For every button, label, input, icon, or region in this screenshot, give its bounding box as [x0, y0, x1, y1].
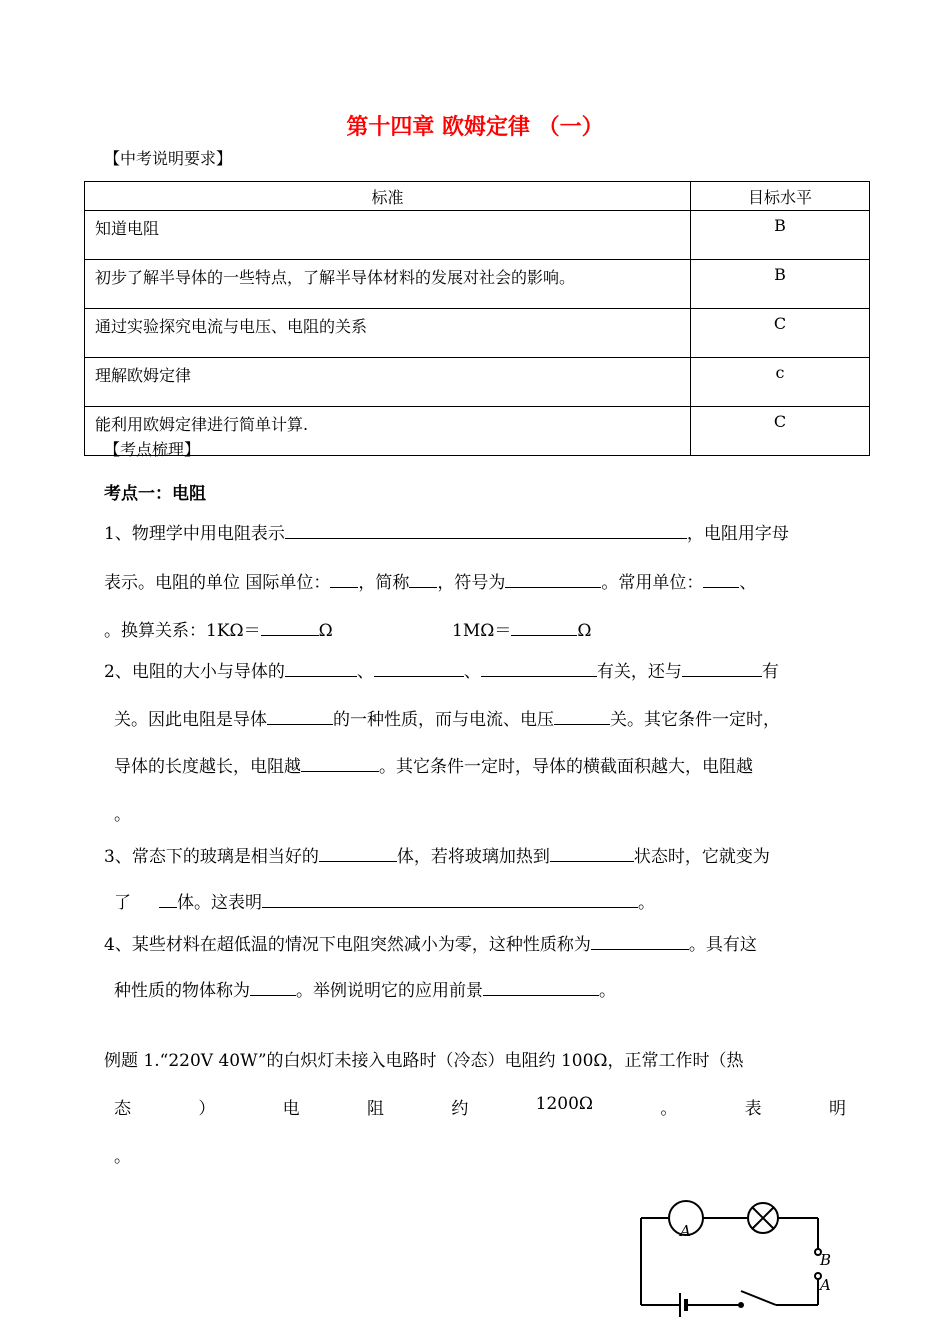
answer-blank[interactable]	[330, 569, 358, 588]
table-cell-level: C	[691, 309, 870, 358]
q3-line1: 3、常态下的玻璃是相当好的 体，若将玻璃加热到 状态时，它就变为	[104, 842, 770, 867]
table-row	[85, 260, 870, 309]
example1-line3: 。	[114, 1147, 131, 1167]
q1-line3: 。换算关系：1KΩ＝ Ω	[104, 616, 333, 641]
q4-line2: 种性质的物体称为 。举例说明它的应用前景 。	[114, 976, 616, 1001]
answer-blank[interactable]	[250, 977, 296, 996]
answer-blank[interactable]	[703, 569, 739, 588]
table-cell-standard: 通过实验探究电流与电压、电阻的关系	[85, 309, 691, 358]
q3-line2: 了 体。这表明 。	[114, 888, 655, 913]
point1-title: 考点一：电阻	[104, 484, 206, 504]
page-title: 第十四章 欧姆定律 （一）	[346, 114, 604, 140]
section-requirements-heading: 【中考说明要求】	[104, 149, 233, 168]
table-header-row	[85, 182, 870, 211]
switch-pivot-icon	[738, 1302, 744, 1308]
switch-icon	[741, 1291, 776, 1305]
answer-blank[interactable]	[261, 617, 319, 636]
answer-blank[interactable]	[591, 931, 689, 950]
section-points-heading: 【考点梳理】	[104, 440, 201, 459]
answer-blank[interactable]	[285, 520, 687, 539]
circuit-diagram	[630, 1195, 840, 1335]
q2-line3: 导体的长度越长，电阻越 。其它条件一定时，导体的横截面积越大，电阻越	[114, 752, 753, 777]
example1-line1: 例题 1.“220V 40W”的白炽灯未接入电路时（冷态）电阻约 100Ω，正常工作时（热	[104, 1051, 744, 1071]
table-cell-standard: 知道电阻	[85, 211, 691, 260]
answer-blank[interactable]	[682, 658, 762, 677]
answer-blank[interactable]	[159, 889, 177, 908]
example1-line2: 态 ） 电 阻 约 1200Ω 。 表 明	[114, 1094, 846, 1119]
table-header-level: 目标水平	[691, 182, 870, 211]
answer-blank[interactable]	[409, 569, 437, 588]
table-cell-level: B	[691, 211, 870, 260]
q1-line3-b: 1MΩ＝ Ω	[452, 616, 591, 641]
q1-line1: 1、物理学中用电阻表示 ，电阻用字母	[104, 519, 789, 544]
answer-blank[interactable]	[267, 706, 333, 725]
answer-blank[interactable]	[319, 843, 397, 862]
table-cell-level: B	[691, 260, 870, 309]
answer-blank[interactable]	[550, 843, 634, 862]
table-row	[85, 309, 870, 358]
answer-blank[interactable]	[505, 569, 601, 588]
table-cell-level: c	[691, 358, 870, 407]
q2-line2: 关。因此电阻是导体 的一种性质，而与电流、电压 关。其它条件一定时，	[114, 705, 780, 730]
ammeter-label: A	[680, 1222, 691, 1240]
q4-line1: 4、某些材料在超低温的情况下电阻突然减小为零，这种性质称为 。具有这	[104, 930, 757, 955]
answer-blank[interactable]	[262, 889, 638, 908]
q2-line4: 。	[114, 805, 131, 825]
table-row	[85, 358, 870, 407]
answer-blank[interactable]	[374, 658, 464, 677]
answer-blank[interactable]	[511, 617, 577, 636]
answer-blank[interactable]	[285, 658, 357, 677]
table-cell-standard: 理解欧姆定律	[85, 358, 691, 407]
table-row	[85, 407, 870, 456]
answer-blank[interactable]	[554, 706, 610, 725]
answer-blank[interactable]	[481, 658, 597, 677]
table-header-standard: 标准	[85, 182, 691, 211]
q2-line1: 2、电阻的大小与导体的 、 、 有关，还与 有	[104, 657, 779, 682]
requirements-table	[84, 181, 870, 456]
answer-blank[interactable]	[483, 977, 599, 996]
table-cell-standard: 能利用欧姆定律进行简单计算.	[85, 407, 691, 456]
table-cell-standard: 初步了解半导体的一些特点，了解半导体材料的发展对社会的影响。	[85, 260, 691, 309]
terminal-b-label: B	[820, 1251, 832, 1269]
terminal-a-label: A	[820, 1276, 831, 1294]
table-cell-level: C	[691, 407, 870, 456]
q1-line2: 表示。电阻的单位 国际单位： ，简称 ，符号为 。常用单位： 、	[104, 568, 756, 593]
table-row	[85, 211, 870, 260]
answer-blank[interactable]	[301, 753, 379, 772]
